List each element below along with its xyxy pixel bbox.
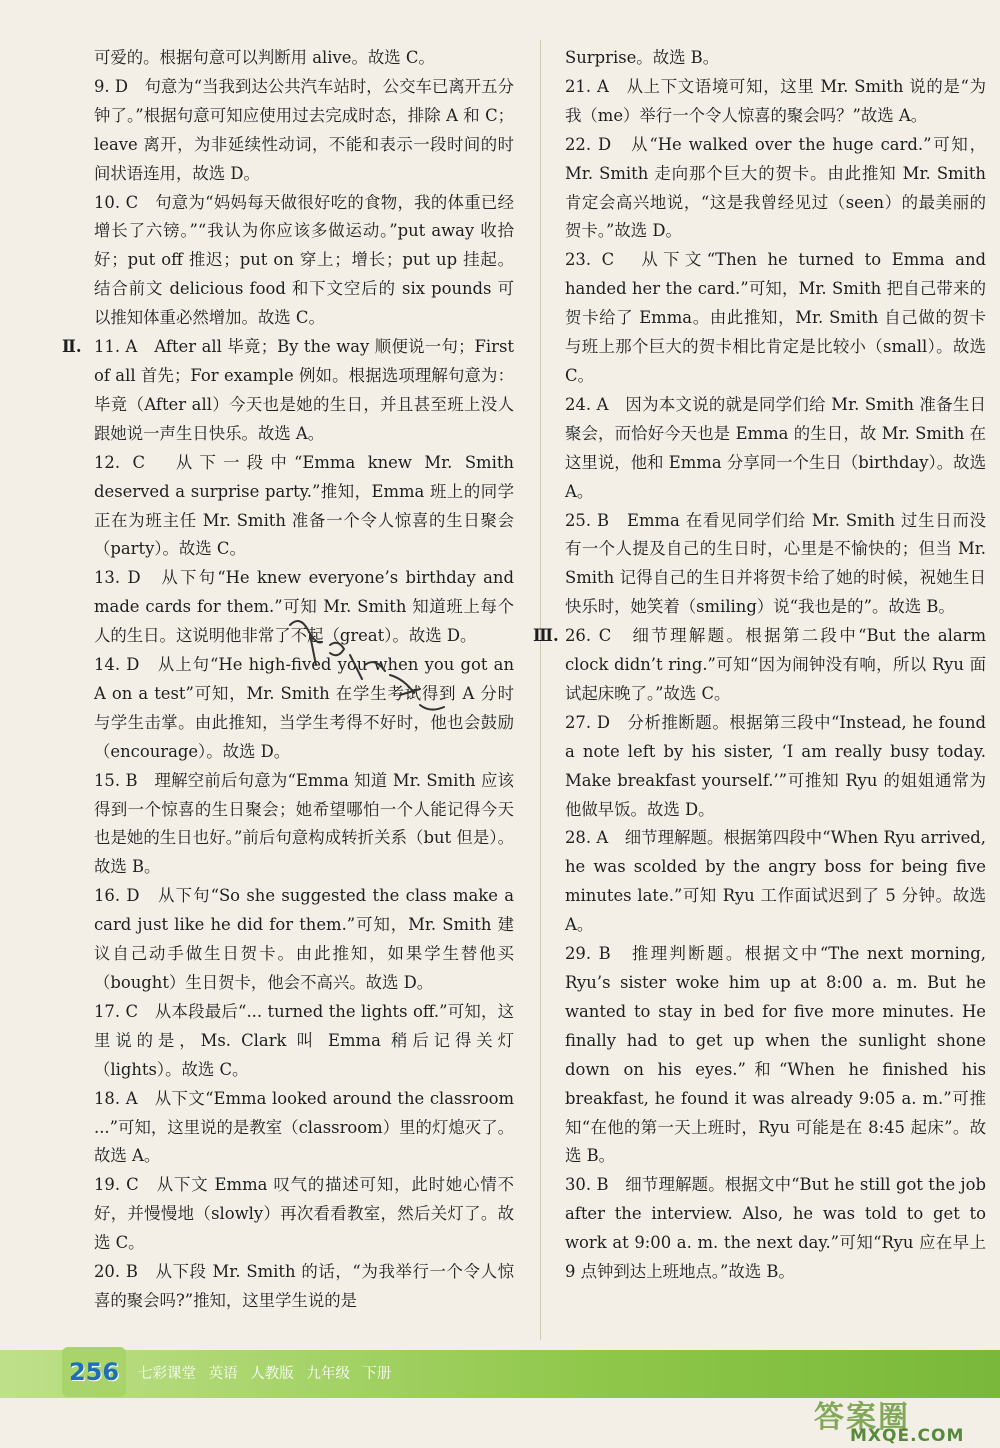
book-info: 七彩课堂 英语 人教版 九年级 下册 (138, 1366, 392, 1382)
watermark-site: MXQE.COM (850, 1426, 965, 1446)
answer-paragraph (565, 1171, 986, 1287)
answer-paragraph (94, 998, 514, 1085)
answer-paragraph (94, 449, 514, 565)
answer-text: 9. D 句意为“当我到达公共汽车站时，公交车已离开五分钟了。”根据句意可知应使用过去完成时态，排除 A 和 C；leave 离开，为非延续性动词，不能和表示一段时间的时间状语连用，故选 D。 (94, 76, 514, 183)
answer-text: 18. A 从下文“Emma looked around the classroom ...”可知，这里说的是教室（classroom）里的灯熄灭了。故选 A。 (94, 1088, 514, 1166)
answer-text: 24. A 因为本文说的就是同学们给 Mr. Smith 准备生日聚会，而恰好今天也是 Emma 的生日，故 Mr. Smith 在这里说，他和 Emma 分享同一个生日（birthday）。故选 A。 (565, 394, 986, 501)
answer-paragraph (94, 44, 514, 73)
answer-text: 28. A 细节理解题。根据第四段中“When Ryu arrived, he was scolded by the angry boss for being five minutes late.”可知 Ryu 工作面试迟到了 5 分钟。故选 A。 (565, 828, 986, 935)
answer-paragraph (565, 73, 986, 131)
answer-paragraph (565, 131, 986, 247)
answer-text: 25. B Emma 在看见同学们给 Mr. Smith 过生日而没有一个人提及自己的生日时，心里是不愉快的；但当 Mr. Smith 记得自己的生日并将贺卡给了她的时候，祝她生日快乐时，她笑着（smiling）说“我也是的”。故选 B。 (565, 510, 986, 617)
answer-text: 22. D 从“He walked over the huge card.”可知，Mr. Smith 走向那个巨大的贺卡。由此推知 Mr. Smith 肯定会高兴地说，“这是我曾经见过（seen）的最美丽的贺卡。”故选 D。 (565, 134, 986, 241)
answer-paragraph (94, 73, 514, 189)
answer-paragraph (565, 507, 986, 623)
answer-paragraph (533, 622, 986, 709)
answer-paragraph (94, 189, 514, 334)
watermark (810, 1392, 990, 1448)
answer-text: 16. D 从下句“So she suggested the class make a card just like he did for them.”可知，Mr. Smith 建议自己动手做生日贺卡。由此推知，如果学生替他买（bought）生日贺卡，他会不高兴。故选 D。 (94, 886, 514, 992)
answer-paragraph (565, 824, 986, 940)
answer-text: 14. D 从上句“He high-fived you when you got an A on a test”可知，Mr. Smith 在学生考试得到 A 分时与学生击掌。由此推知，当学生考得不好时，他也会鼓励（encourage）。故选 D。 (94, 655, 514, 761)
answer-text: 11. A After all 毕竟；By the way 顺便说一句；First of all 首先；For example 例如。根据选项理解句意为：毕竟（After all）今天也是她的生日，并且甚至班上没人跟她说一声生日快乐。故选 A。 (94, 337, 514, 443)
answer-text: 23. C 从下文“Then he turned to Emma and handed her the card.”可知，Mr. Smith 把自己带来的贺卡给了 Emma。由此推知，Mr. Smith 自己做的贺卡与班上那个巨大的贺卡相比肯定是比较小（small）。故选 C。 (565, 250, 986, 385)
answer-text: 20. B 从下段 Mr. Smith 的话，“为我举行一个令人惊喜的聚会吗?”推知，这里学生说的是 (94, 1262, 514, 1310)
answer-paragraph (565, 709, 986, 825)
handwriting-scribble (270, 595, 460, 745)
answer-text: 12. C 从下一段中“Emma knew Mr. Smith deserved a surprise party.”推知，Emma 班上的同学正在为班主任 Mr. Smith 准备一个令人惊喜的生日聚会（party）。故选 C。 (94, 452, 514, 559)
answer-text: 13. D 从下句“He knew everyone’s birthday and made cards for them.”可知 Mr. Smith 知道班上每个人的生日。这说明他非常了不起（great）。故选 D。 (94, 568, 514, 646)
answer-paragraph (62, 333, 514, 449)
answer-paragraph (94, 1085, 514, 1172)
page-number: 256 (62, 1347, 126, 1397)
answer-text: 17. C 从本段最后“... turned the lights off.”可知，这里说的是，Ms. Clark 叫 Emma 稍后记得关灯（lights）。故选 C。 (94, 1001, 514, 1079)
answer-text: 30. B 细节理解题。根据文中“But he still got the job after the interview. Also, he was told to get to work at 9:00 a. m. the next day.”可知“Ryu 应在早上 9 点钟到达上班地点。”故选 B。 (565, 1175, 986, 1282)
answer-text: 可爱的。根据句意可以判断用 alive。故选 C。 (94, 48, 435, 67)
answer-paragraph (94, 882, 514, 998)
answer-paragraph (565, 940, 986, 1171)
answer-text: 10. C 句意为“妈妈每天做很好吃的食物，我的体重已经增长了六镑。”“我认为你应该多做运动。”put away 收拾好；put off 推迟；put on 穿上；增长；put up 挂起。结合前文 delicious food 和下文空后的 six pounds 可以推知体重必然增加。故选 C。 (94, 192, 514, 328)
answer-paragraph (94, 1171, 514, 1258)
column-divider (540, 40, 541, 1340)
answer-text: 19. C 从下文 Emma 叹气的描述可知，此时她心情不好，并慢慢地（slowly）再次看看教室，然后关灯了。故选 C。 (94, 1175, 514, 1253)
section-marker: Ⅲ. (533, 626, 559, 646)
right-column (533, 44, 986, 1287)
watermark-logo: 答案圈 (814, 1400, 910, 1435)
answer-paragraph (94, 767, 514, 883)
answer-paragraph (565, 391, 986, 507)
answer-text: 15. B 理解空前后句意为“Emma 知道 Mr. Smith 应该得到一个惊喜的生日聚会；她希望哪怕一个人能记得今天也是她的生日也好。”前后句意构成转折关系（but 但是）。故选 B。 (94, 770, 514, 877)
answer-text: Surprise。故选 B。 (565, 48, 720, 67)
answer-text: 29. B 推理判断题。根据文中“The next morning, Ryu’s sister woke him up at 8:00 a. m. But he wanted to stay in bed for five more minutes. He finally had to get up when the sunlight shone down on his eyes.”和“When he finished his breakfast, he found it was already 9:05 a. m.”可推知“在他的第一天上班时，Ryu 可能是在 8:45 起床”。故选 B。 (565, 944, 986, 1166)
answer-text: 27. D 分析推断题。根据第三段中“Instead, he found a note left by his sister, ‘I am really busy today. Make breakfast yourself.’”可推知 Ryu 的姐姐通常为他做早饭。故选 D。 (565, 712, 986, 819)
answer-text: 26. C 细节理解题。根据第二段中“But the alarm clock didn’t ring.”可知“因为闹钟没有响，所以 Ryu 面试起床晚了。”故选 C。 (565, 626, 986, 703)
answer-paragraph (565, 246, 986, 391)
answer-paragraph (565, 44, 986, 73)
section-marker: Ⅱ. (62, 337, 82, 357)
answer-paragraph (94, 1258, 514, 1316)
answer-text: 21. A 从上下文语境可知，这里 Mr. Smith 说的是“为我（me）举行一个令人惊喜的聚会吗？”故选 A。 (565, 76, 986, 125)
